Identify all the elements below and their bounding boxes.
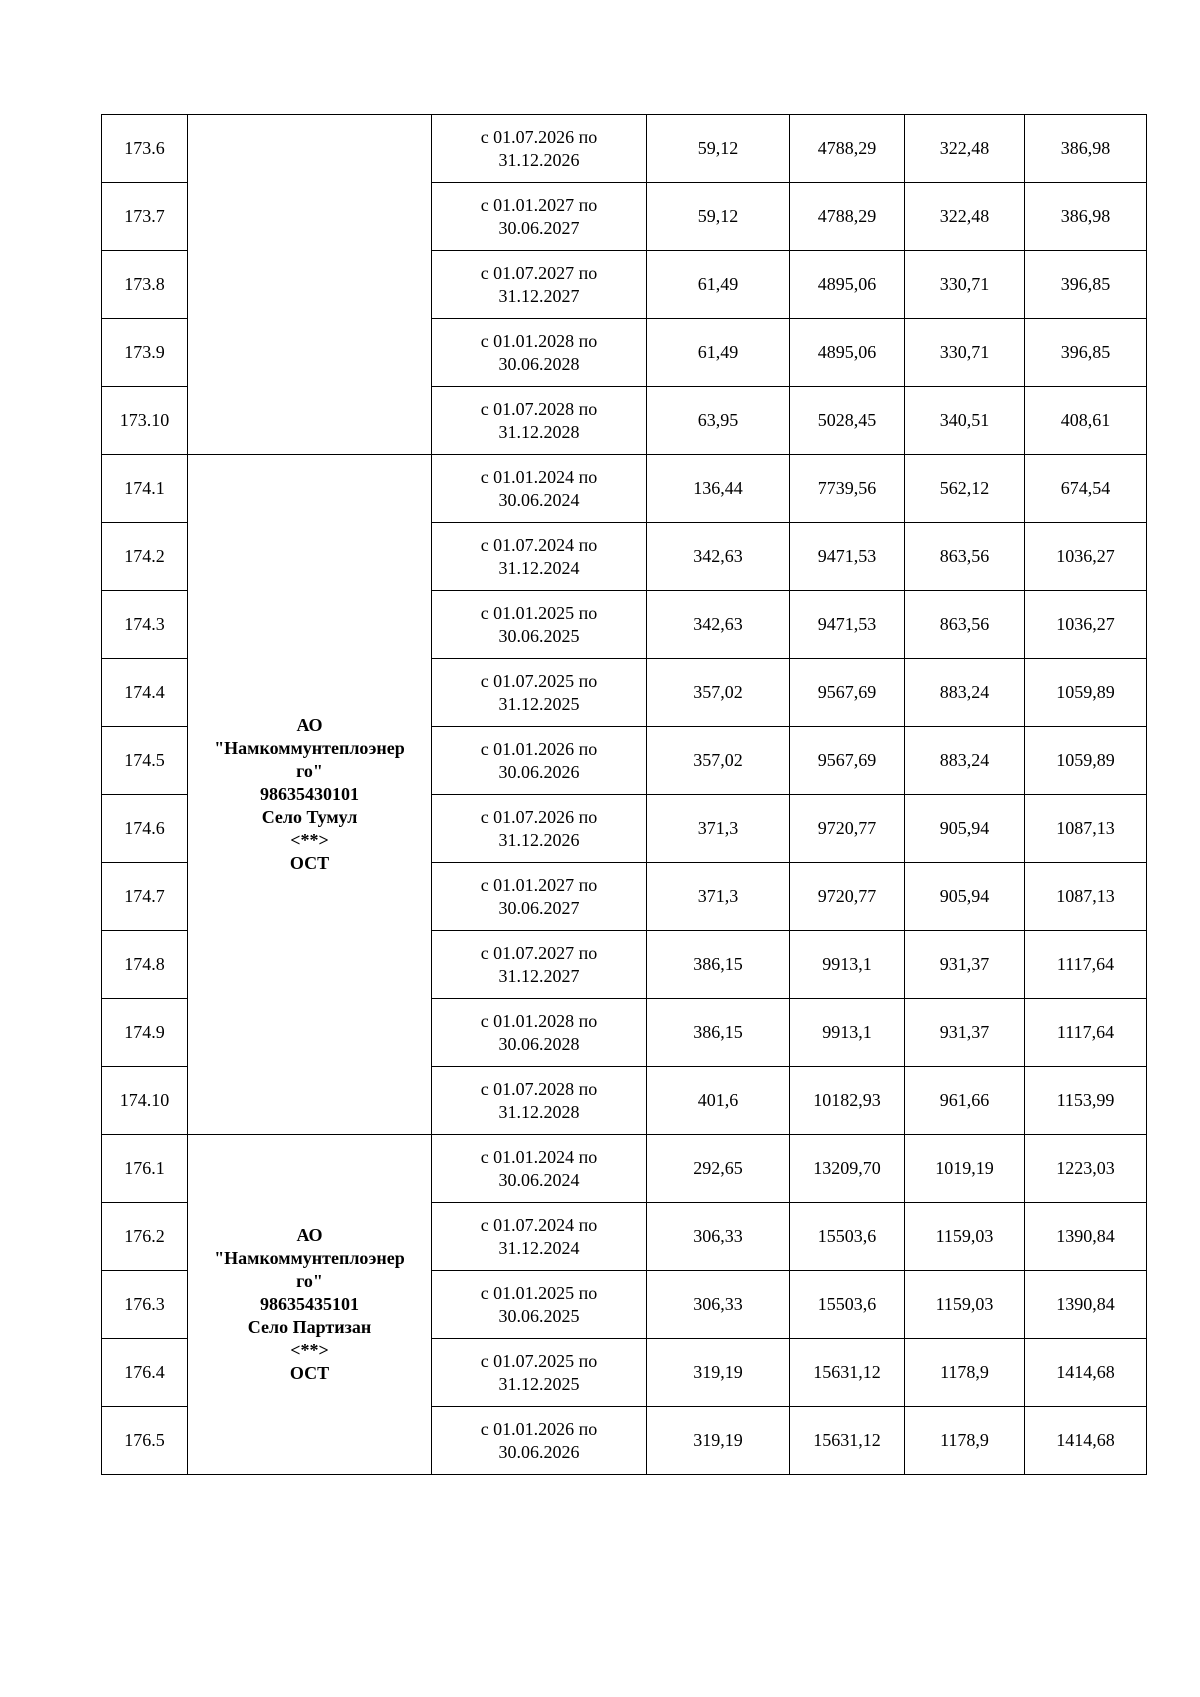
value-cell-3: 883,24 xyxy=(905,659,1025,727)
value-cell-3: 905,94 xyxy=(905,863,1025,931)
period-line: 31.12.2025 xyxy=(498,693,580,714)
value-cell-4: 674,54 xyxy=(1025,455,1147,523)
value-cell-1: 342,63 xyxy=(647,591,790,659)
period-line: 30.06.2025 xyxy=(498,1305,580,1326)
period-cell xyxy=(432,1407,647,1475)
value-cell-4: 1414,68 xyxy=(1025,1407,1147,1475)
value-cell-4: 1117,64 xyxy=(1025,931,1147,999)
table-row xyxy=(102,1135,1147,1203)
value-cell-4: 1153,99 xyxy=(1025,1067,1147,1135)
value-cell-2: 4895,06 xyxy=(790,319,905,387)
table-row xyxy=(102,455,1147,523)
period-line: с 01.01.2024 по xyxy=(480,1146,598,1167)
period-line: с 01.07.2025 по xyxy=(480,1350,598,1371)
row-number-cell: 173.6 xyxy=(102,115,188,183)
row-number-cell: 174.9 xyxy=(102,999,188,1067)
value-cell-4: 1036,27 xyxy=(1025,591,1147,659)
value-cell-2: 15503,6 xyxy=(790,1271,905,1339)
row-number-cell: 173.8 xyxy=(102,251,188,319)
period-cell xyxy=(432,863,647,931)
value-cell-2: 9720,77 xyxy=(790,863,905,931)
row-number-cell: 174.2 xyxy=(102,523,188,591)
organization-line: <**> xyxy=(290,830,329,850)
row-number-cell: 173.7 xyxy=(102,183,188,251)
period-line: 31.12.2028 xyxy=(498,421,580,442)
period-line: с 01.01.2026 по xyxy=(480,1418,598,1439)
value-cell-2: 9913,1 xyxy=(790,999,905,1067)
period-line: 30.06.2025 xyxy=(498,625,580,646)
period-line: 31.12.2026 xyxy=(498,149,580,170)
value-cell-1: 357,02 xyxy=(647,727,790,795)
period-line: с 01.01.2025 по xyxy=(480,602,598,623)
value-cell-4: 408,61 xyxy=(1025,387,1147,455)
value-cell-4: 1087,13 xyxy=(1025,863,1147,931)
value-cell-4: 1117,64 xyxy=(1025,999,1147,1067)
value-cell-3: 330,71 xyxy=(905,319,1025,387)
period-line: 31.12.2024 xyxy=(498,557,580,578)
organization-cell xyxy=(188,1135,432,1475)
organization-line: го" xyxy=(296,761,323,781)
organization-line: АО xyxy=(296,1225,323,1245)
value-cell-4: 1414,68 xyxy=(1025,1339,1147,1407)
value-cell-1: 371,3 xyxy=(647,863,790,931)
period-line: 30.06.2028 xyxy=(498,1033,580,1054)
row-number-cell: 173.10 xyxy=(102,387,188,455)
value-cell-1: 59,12 xyxy=(647,115,790,183)
row-number-cell: 174.1 xyxy=(102,455,188,523)
period-line: 31.12.2024 xyxy=(498,1237,580,1258)
period-line: с 01.07.2027 по xyxy=(480,942,598,963)
value-cell-2: 7739,56 xyxy=(790,455,905,523)
value-cell-2: 15503,6 xyxy=(790,1203,905,1271)
period-cell xyxy=(432,931,647,999)
value-cell-3: 1159,03 xyxy=(905,1271,1025,1339)
period-line: с 01.07.2024 по xyxy=(480,534,598,555)
period-line: с 01.07.2025 по xyxy=(480,670,598,691)
value-cell-4: 396,85 xyxy=(1025,251,1147,319)
period-cell xyxy=(432,251,647,319)
period-cell xyxy=(432,183,647,251)
row-number-cell: 174.3 xyxy=(102,591,188,659)
value-cell-2: 9567,69 xyxy=(790,727,905,795)
value-cell-2: 5028,45 xyxy=(790,387,905,455)
period-cell xyxy=(432,999,647,1067)
value-cell-1: 401,6 xyxy=(647,1067,790,1135)
organization-line: го" xyxy=(296,1271,323,1291)
value-cell-1: 61,49 xyxy=(647,319,790,387)
value-cell-1: 357,02 xyxy=(647,659,790,727)
value-cell-2: 4895,06 xyxy=(790,251,905,319)
row-number-cell: 174.4 xyxy=(102,659,188,727)
organization-cell xyxy=(188,115,432,455)
value-cell-3: 1019,19 xyxy=(905,1135,1025,1203)
period-line: с 01.01.2027 по xyxy=(480,874,598,895)
period-cell xyxy=(432,115,647,183)
row-number-cell: 176.2 xyxy=(102,1203,188,1271)
value-cell-4: 1390,84 xyxy=(1025,1203,1147,1271)
period-cell xyxy=(432,795,647,863)
value-cell-3: 931,37 xyxy=(905,999,1025,1067)
period-line: с 01.07.2028 по xyxy=(480,398,598,419)
period-cell xyxy=(432,1339,647,1407)
value-cell-1: 371,3 xyxy=(647,795,790,863)
period-line: 31.12.2026 xyxy=(498,829,580,850)
value-cell-1: 342,63 xyxy=(647,523,790,591)
period-line: 30.06.2024 xyxy=(498,489,580,510)
tariff-table-body xyxy=(102,115,1147,1475)
organization-line: Село Тумул xyxy=(261,807,358,827)
value-cell-2: 15631,12 xyxy=(790,1339,905,1407)
value-cell-4: 1059,89 xyxy=(1025,727,1147,795)
period-line: 31.12.2027 xyxy=(498,965,580,986)
value-cell-2: 13209,70 xyxy=(790,1135,905,1203)
period-line: с 01.01.2028 по xyxy=(480,1010,598,1031)
period-cell xyxy=(432,455,647,523)
organization-line: АО xyxy=(296,715,323,735)
value-cell-3: 562,12 xyxy=(905,455,1025,523)
organization-line: "Намкоммунтеплоэнер xyxy=(214,1248,405,1268)
period-cell xyxy=(432,659,647,727)
period-line: 31.12.2025 xyxy=(498,1373,580,1394)
period-line: 30.06.2026 xyxy=(498,761,580,782)
period-line: с 01.07.2028 по xyxy=(480,1078,598,1099)
period-line: с 01.01.2026 по xyxy=(480,738,598,759)
value-cell-2: 9913,1 xyxy=(790,931,905,999)
organization-line: "Намкоммунтеплоэнер xyxy=(214,738,405,758)
table-row xyxy=(102,115,1147,183)
row-number-cell: 176.3 xyxy=(102,1271,188,1339)
period-line: с 01.07.2027 по xyxy=(480,262,598,283)
period-cell xyxy=(432,1271,647,1339)
value-cell-3: 931,37 xyxy=(905,931,1025,999)
period-cell xyxy=(432,319,647,387)
row-number-cell: 176.1 xyxy=(102,1135,188,1203)
value-cell-3: 330,71 xyxy=(905,251,1025,319)
value-cell-3: 340,51 xyxy=(905,387,1025,455)
value-cell-3: 863,56 xyxy=(905,591,1025,659)
value-cell-4: 396,85 xyxy=(1025,319,1147,387)
value-cell-1: 386,15 xyxy=(647,931,790,999)
value-cell-2: 15631,12 xyxy=(790,1407,905,1475)
value-cell-1: 292,65 xyxy=(647,1135,790,1203)
period-line: 31.12.2028 xyxy=(498,1101,580,1122)
value-cell-4: 386,98 xyxy=(1025,115,1147,183)
organization-line: Село Партизан xyxy=(247,1317,372,1337)
period-line: 31.12.2027 xyxy=(498,285,580,306)
period-line: 30.06.2024 xyxy=(498,1169,580,1190)
value-cell-4: 1036,27 xyxy=(1025,523,1147,591)
period-line: 30.06.2027 xyxy=(498,897,580,918)
value-cell-4: 1223,03 xyxy=(1025,1135,1147,1203)
period-cell xyxy=(432,1067,647,1135)
value-cell-1: 306,33 xyxy=(647,1271,790,1339)
value-cell-1: 63,95 xyxy=(647,387,790,455)
period-line: с 01.01.2027 по xyxy=(480,194,598,215)
period-line: с 01.07.2026 по xyxy=(480,126,598,147)
value-cell-2: 9567,69 xyxy=(790,659,905,727)
value-cell-2: 4788,29 xyxy=(790,115,905,183)
row-number-cell: 174.7 xyxy=(102,863,188,931)
value-cell-2: 10182,93 xyxy=(790,1067,905,1135)
value-cell-4: 1059,89 xyxy=(1025,659,1147,727)
row-number-cell: 174.6 xyxy=(102,795,188,863)
value-cell-3: 322,48 xyxy=(905,183,1025,251)
value-cell-3: 863,56 xyxy=(905,523,1025,591)
organization-line: ОСТ xyxy=(289,853,330,873)
period-cell xyxy=(432,387,647,455)
period-cell xyxy=(432,523,647,591)
row-number-cell: 176.4 xyxy=(102,1339,188,1407)
row-number-cell: 174.10 xyxy=(102,1067,188,1135)
value-cell-1: 59,12 xyxy=(647,183,790,251)
tariff-table xyxy=(101,114,1147,1475)
value-cell-1: 61,49 xyxy=(647,251,790,319)
period-line: с 01.01.2025 по xyxy=(480,1282,598,1303)
value-cell-3: 1178,9 xyxy=(905,1339,1025,1407)
value-cell-4: 386,98 xyxy=(1025,183,1147,251)
organization-line: <**> xyxy=(290,1340,329,1360)
value-cell-3: 1159,03 xyxy=(905,1203,1025,1271)
period-line: с 01.01.2024 по xyxy=(480,466,598,487)
row-number-cell: 174.5 xyxy=(102,727,188,795)
organization-line: 98635430101 xyxy=(260,784,359,804)
value-cell-1: 306,33 xyxy=(647,1203,790,1271)
value-cell-3: 905,94 xyxy=(905,795,1025,863)
period-line: 30.06.2027 xyxy=(498,217,580,238)
value-cell-4: 1087,13 xyxy=(1025,795,1147,863)
value-cell-2: 4788,29 xyxy=(790,183,905,251)
period-line: с 01.07.2024 по xyxy=(480,1214,598,1235)
period-cell xyxy=(432,1135,647,1203)
value-cell-2: 9471,53 xyxy=(790,591,905,659)
value-cell-2: 9720,77 xyxy=(790,795,905,863)
value-cell-1: 136,44 xyxy=(647,455,790,523)
value-cell-3: 883,24 xyxy=(905,727,1025,795)
value-cell-1: 386,15 xyxy=(647,999,790,1067)
organization-line: ОСТ xyxy=(289,1363,330,1383)
period-line: с 01.07.2026 по xyxy=(480,806,598,827)
organization-line: 98635435101 xyxy=(260,1294,359,1314)
value-cell-3: 1178,9 xyxy=(905,1407,1025,1475)
value-cell-1: 319,19 xyxy=(647,1339,790,1407)
value-cell-1: 319,19 xyxy=(647,1407,790,1475)
value-cell-3: 961,66 xyxy=(905,1067,1025,1135)
row-number-cell: 174.8 xyxy=(102,931,188,999)
period-cell xyxy=(432,591,647,659)
period-line: 30.06.2028 xyxy=(498,353,580,374)
value-cell-2: 9471,53 xyxy=(790,523,905,591)
organization-cell xyxy=(188,455,432,1135)
value-cell-3: 322,48 xyxy=(905,115,1025,183)
row-number-cell: 176.5 xyxy=(102,1407,188,1475)
period-line: с 01.01.2028 по xyxy=(480,330,598,351)
value-cell-4: 1390,84 xyxy=(1025,1271,1147,1339)
period-cell xyxy=(432,1203,647,1271)
period-line: 30.06.2026 xyxy=(498,1441,580,1462)
period-cell xyxy=(432,727,647,795)
row-number-cell: 173.9 xyxy=(102,319,188,387)
